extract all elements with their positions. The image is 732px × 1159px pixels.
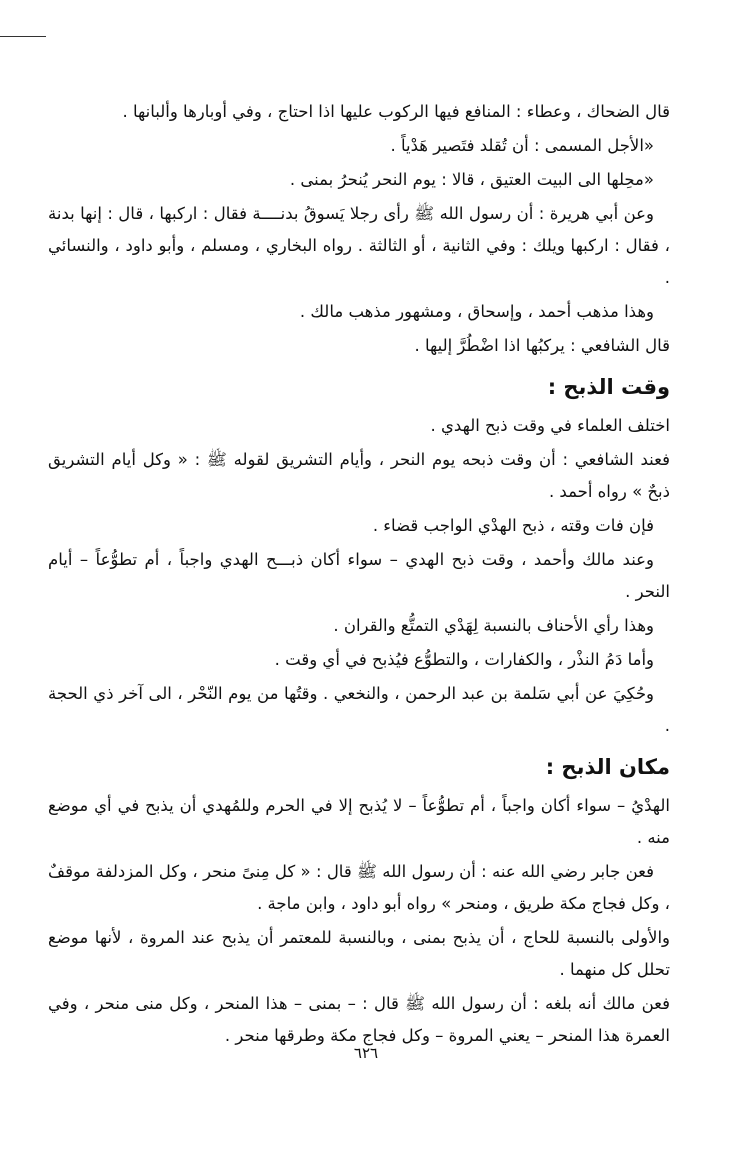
paragraph-16: والأولى بالنسبة للحاج ، أن يذبح بمنى ، وبالنسبة للمعتمر أن يذبح عند المروة ، لأنها موضع تحلل كل منهما . (48, 928, 670, 979)
paragraph-8: فعند الشافعي : أن وقت ذبحه يوم النحر ، وأيام التشريق لقوله ﷺ : « وكل أيام التشريق ذبحٌ » رواه أحمد . (48, 450, 670, 501)
paragraph-14: الهدْيُ – سواء أكان واجباً ، أم تطوُّعاً – لا يُذبح إلا في الحرم وللمُهدي أن يذبح في أي موضع منه . (48, 796, 670, 847)
paragraph-9: فإن فات وقته ، ذبح الهدْي الواجب قضاء . (372, 516, 654, 535)
top-rule (0, 36, 46, 37)
paragraph-7: اختلف العلماء في وقت ذبح الهدي . (430, 416, 670, 435)
section-heading-place: مكان الذبح : (545, 755, 670, 779)
paragraph-6: قال الشافعي : يركبُها اذا اضْطُرَّ إليها . (414, 336, 670, 355)
paragraph-15: فعن جابر رضي الله عنه : أن رسول الله ﷺ قال : « كل مِنىً منحر ، وكل المزدلفة موقفٌ ، وكل فجاج مكة طريق ، ومنحر » رواه أبو داود ، وابن ماجة . (48, 862, 670, 913)
paragraph-13: وحُكِيَ عن أبي سَلمة بن عبد الرحمن ، والنخعي . وقتُها من يوم النّحْر ، الى آخر ذي الحجة . (48, 684, 670, 735)
paragraph-1: قال الضحاك ، وعطاء : المنافع فيها الركوب عليها اذا احتاج ، وفي أوبارها وألبانها . (122, 102, 670, 121)
paragraph-4: وعن أبي هريرة : أن رسول الله ﷺ رأى رجلا يَسوقُ بدنــــة فقال : اركبها ، قال : إنها بدنة ، فقال : اركبها ويلك : وفي الثانية ، أو الثالثة . رواه البخاري ، ومسلم ، وأبو داود ، والنسائي . (48, 204, 670, 287)
paragraph-10: وعند مالك وأحمد ، وقت ذبح الهدي – سواء أكان ذبـــح الهدي واجباً ، أم تطوُّعاً – أيام النحر . (48, 550, 670, 601)
page-number: ٦٢٦ (353, 1044, 379, 1062)
paragraph-2: «الأجل المسمى : أن تُقلد فتَصير هَدْياً . (390, 136, 654, 155)
paragraph-12: وأما دَمُ النذْر ، والكفارات ، والتطوُّع فيُذبح في أي وقت . (274, 650, 654, 669)
paragraph-3: «محِلها الى البيت العتيق ، قالا : يوم النحر يُنحرُ بمنى . (289, 170, 654, 189)
section-heading-time: وقت الذبح : (547, 375, 670, 399)
paragraph-17: فعن مالك أنه بلغه : أن رسول الله ﷺ قال : – بمنى – هذا المنحر ، وكل منى منحر ، وفي العمرة هذا المنحر – يعني المروة – وكل فجاج مكة وطرقها منحر . (48, 994, 670, 1045)
page-body (48, 96, 670, 1054)
paragraph-11: وهذا رأي الأحناف بالنسبة لِهَدْي التمتُّع والقران . (333, 616, 654, 635)
paragraph-5: وهذا مذهب أحمد ، وإسحاق ، ومشهور مذهب مالك . (299, 302, 654, 321)
